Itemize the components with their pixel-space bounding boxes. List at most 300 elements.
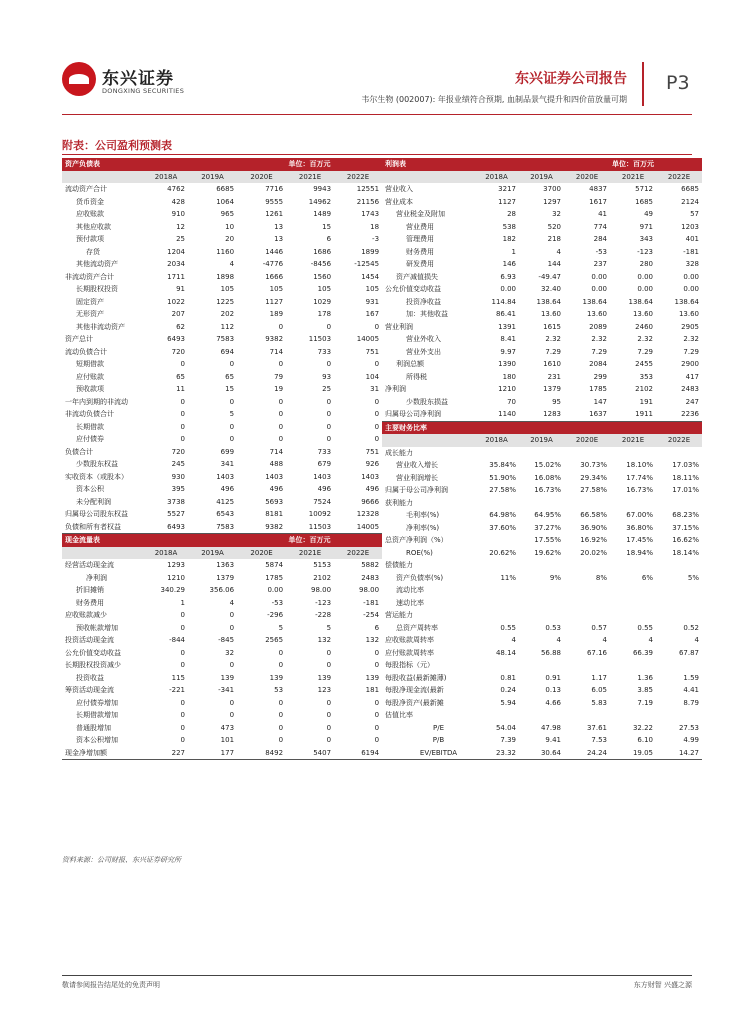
cashflow-row-label: 资本公积增加 — [76, 736, 118, 745]
income-row-value: 138.64 — [582, 297, 607, 306]
balance-row-value: 1403 — [216, 472, 235, 481]
income-row-value: 180 — [502, 372, 516, 381]
balance-row-value: 9555 — [265, 197, 284, 206]
cashflow-row-value: 0 — [180, 611, 185, 620]
ratios-row — [382, 747, 702, 760]
ratios-row-value — [474, 597, 519, 610]
income-row-value: 1615 — [543, 322, 561, 331]
ratios-row-value: 0.13 — [545, 686, 561, 695]
balance-row-value: 0 — [326, 360, 332, 369]
income-row-value: 1203 — [681, 222, 699, 231]
balance-row-value: 1446 — [265, 247, 284, 256]
cashflow-row-label: 现金净增加额 — [62, 747, 144, 760]
balance-row-value: 11503 — [308, 335, 332, 344]
balance-row-label: 短期借款 — [76, 360, 104, 369]
balance-row-value: 0 — [180, 410, 185, 419]
page-header — [0, 0, 755, 120]
ratios-year: 2021E — [610, 434, 656, 447]
ratios-row-value: 4.41 — [683, 686, 699, 695]
ratios-row-value: 18.10% — [626, 461, 653, 470]
cashflow-row-value: 0 — [229, 623, 235, 632]
cashflow-row-value: 0 — [278, 698, 284, 707]
cashflow-row-value: 53 — [274, 686, 284, 695]
balance-years-row — [62, 171, 382, 184]
balance-row-value: 178 — [317, 310, 332, 319]
income-row-value: 32.40 — [540, 285, 561, 294]
ratios-row — [382, 734, 702, 747]
cashflow-row-value: -123 — [315, 598, 332, 607]
ratios-row-label: 营业收入增长 — [396, 461, 438, 470]
balance-row-value: 1204 — [167, 247, 185, 256]
ratios-row-label: 应收账款周转率 — [385, 636, 434, 645]
income-row-value: 5712 — [635, 185, 653, 194]
balance-row-value: 720 — [171, 347, 185, 356]
balance-row — [62, 196, 382, 209]
income-row-value: 8.41 — [500, 335, 516, 344]
cashflow-row-value: 1293 — [167, 561, 185, 570]
balance-row-label: 一年内到期的非流动 — [65, 397, 128, 406]
ratios-row-label: EV/EBITDA — [382, 747, 474, 760]
income-row-value: 0.00 — [637, 285, 653, 294]
ratios-row-value: 36.90% — [580, 523, 607, 532]
report-type: 东兴证券公司报告 — [515, 71, 627, 87]
balance-row-label: 未分配利润 — [76, 497, 111, 506]
cashflow-row-label: 应收账款减少 — [65, 611, 107, 620]
income-row-label: 资产减值损失 — [396, 272, 438, 281]
balance-row-value: 105 — [269, 285, 284, 294]
cashflow-row-value: 0 — [278, 648, 284, 657]
income-year: 2018A — [474, 171, 519, 184]
ratios-row-value: 27.53 — [678, 723, 699, 732]
income-year: 2020E — [564, 171, 610, 184]
income-row-value: 4837 — [589, 185, 607, 194]
income-row-value: 1 — [511, 247, 516, 256]
ratios-row-value: 51.90% — [489, 473, 516, 482]
cashflow-row-value: 356.06 — [209, 586, 235, 595]
ratios-row-label: 营业利润增长 — [396, 473, 438, 482]
ratios-row-value — [656, 597, 702, 610]
balance-row-value: 1454 — [361, 272, 380, 281]
ratios-row-value: 16.73% — [626, 486, 653, 495]
income-row — [382, 208, 702, 221]
balance-row-label: 存货 — [86, 247, 100, 256]
ratios-row-value: 18.11% — [672, 473, 699, 482]
balance-row-value: 13 — [274, 235, 284, 244]
balance-row-value: 5527 — [167, 510, 185, 519]
ratios-row-value: 17.45% — [626, 536, 653, 545]
ratios-row-value: 17.03% — [672, 461, 699, 470]
balance-row-value: 1022 — [167, 297, 185, 306]
balance-row-value: 7583 — [216, 335, 235, 344]
income-row — [382, 321, 702, 334]
balance-row-value: 3738 — [167, 497, 185, 506]
balance-row-value: 93 — [322, 372, 332, 381]
income-year-blank — [382, 171, 474, 184]
balance-row-value: 105 — [317, 285, 332, 294]
income-row-value: 2084 — [589, 360, 607, 369]
balance-row-value: 1225 — [216, 297, 235, 306]
ratios-row-value: 37.27% — [534, 523, 561, 532]
cashflow-row-label: 财务费用 — [76, 598, 104, 607]
balance-row-label: 其他非流动资产 — [76, 322, 125, 331]
ratios-row-label: 获利能力 — [385, 498, 413, 507]
ratios-row-value: 5% — [687, 573, 699, 582]
ratios-row-value: 16.73% — [534, 486, 561, 495]
ratios-row-label: 归属于母公司净利润 — [385, 486, 448, 495]
income-row — [382, 408, 702, 421]
income-row-value: 114.84 — [491, 297, 516, 306]
balance-row-value: 6493 — [144, 521, 188, 534]
income-row-label: 利润总额 — [396, 360, 424, 369]
balance-row — [62, 321, 382, 334]
balance-row-value: 1261 — [265, 210, 284, 219]
balance-row-value: 910 — [171, 210, 185, 219]
cashflow-row-value: 1210 — [167, 573, 185, 582]
income-row-value: -123 — [637, 247, 653, 256]
cashflow-row-value: 2102 — [313, 573, 332, 582]
income-row-value: 1911 — [610, 408, 656, 421]
income-row-label: 营业税金及附加 — [396, 210, 445, 219]
ratios-row-value: 17.01% — [672, 486, 699, 495]
cashflow-row-label: 投资活动现金流 — [65, 636, 114, 645]
ratios-row-value: 30.73% — [580, 461, 607, 470]
cashflow-row-value: 139 — [365, 673, 380, 682]
ratios-row-value: 64.95% — [534, 511, 561, 520]
logo-mark-icon — [62, 62, 96, 96]
balance-row-value: 9382 — [265, 335, 284, 344]
ratios-row-value: 4.99 — [683, 736, 699, 745]
income-row-value: 280 — [639, 260, 653, 269]
ratios-row-value — [656, 447, 702, 460]
balance-row-value: 0 — [374, 360, 380, 369]
balance-row-value: 25 — [322, 385, 332, 394]
income-row-label: 管理费用 — [406, 235, 434, 244]
income-row-value: 0.00 — [591, 285, 607, 294]
cashflow-row-value: 0 — [180, 711, 185, 720]
ratios-row-value — [564, 559, 610, 572]
balance-row-value: 245 — [171, 460, 185, 469]
income-row-value: 247 — [685, 397, 699, 406]
ratios-row-value: 5.83 — [591, 698, 607, 707]
balance-row-label: 负债合计 — [65, 447, 93, 456]
balance-row-value: 4125 — [216, 497, 235, 506]
balance-row-value: 0 — [374, 322, 380, 331]
ratios-row — [382, 572, 702, 585]
ratios-row-value — [519, 659, 564, 672]
income-row-value: 3217 — [498, 185, 516, 194]
balance-row-value: 926 — [365, 460, 380, 469]
balance-year-blank — [62, 171, 144, 184]
ratios-row-label: 速动比率 — [396, 598, 424, 607]
ratios-row-value — [656, 497, 702, 510]
ratios-row-value — [474, 609, 519, 622]
ratios-row-value: 29.34% — [580, 473, 607, 482]
income-row-label: 少数股东损益 — [406, 397, 448, 406]
ratios-row-value — [474, 659, 519, 672]
ratios-row-value — [610, 559, 656, 572]
ratios-row-value: 9% — [549, 573, 561, 582]
balance-row-value: 1403 — [313, 472, 332, 481]
ratios-year: 2019A — [519, 434, 564, 447]
balance-row-value: 13 — [274, 222, 284, 231]
ratios-row — [382, 709, 702, 722]
balance-row — [62, 258, 382, 271]
balance-row-label: 货币资金 — [76, 197, 104, 206]
balance-row-value: 189 — [269, 310, 284, 319]
balance-row-value: 20 — [225, 235, 235, 244]
balance-row-value: 1711 — [167, 272, 185, 281]
balance-row-value: 1489 — [313, 210, 332, 219]
report-subtitle: 韦尔生物 (002007): 年报业绩符合预期, 血制品景气提升和四价苗放量可期 — [361, 95, 627, 104]
balance-row-value: 0 — [374, 435, 380, 444]
balance-row-value: 0 — [229, 435, 235, 444]
ratios-row-value — [564, 709, 610, 722]
cashflow-row-value: 1785 — [265, 573, 284, 582]
balance-row-label: 实收资本（或股本） — [65, 472, 128, 481]
ratios-row-value: 5.94 — [500, 698, 516, 707]
balance-row-value: 931 — [365, 297, 380, 306]
income-row-value: 0.00 — [683, 285, 699, 294]
cashflow-row-value: 0 — [326, 661, 332, 670]
income-row — [382, 346, 702, 359]
balance-row-value: 11 — [176, 385, 185, 394]
cashflow-row-value: 340.29 — [160, 586, 185, 595]
income-row-value: 6.93 — [500, 272, 516, 281]
cashflow-row-label: 普通股增加 — [76, 723, 111, 732]
ratios-row-value: 11% — [500, 573, 516, 582]
balance-row — [62, 371, 382, 384]
ratios-row — [382, 722, 702, 735]
ratios-row — [382, 497, 702, 510]
ratios-year: 2018A — [474, 434, 519, 447]
cashflow-year-blank — [62, 547, 144, 560]
balance-row-value: 496 — [220, 485, 235, 494]
balance-row — [62, 458, 382, 471]
balance-year: 2020E — [237, 171, 286, 184]
ratios-row-value — [519, 497, 564, 510]
balance-row-value: 496 — [269, 485, 284, 494]
balance-row-value: 104 — [365, 372, 380, 381]
ratios-row-value: 9.41 — [545, 736, 561, 745]
income-row-value: 2124 — [681, 197, 699, 206]
ratios-row-value: 0.57 — [591, 623, 607, 632]
ratios-row-value: 27.58% — [489, 486, 516, 495]
cashflow-row-value: 2483 — [361, 573, 380, 582]
ratios-row-value — [610, 709, 656, 722]
cashflow-row-value: 0 — [278, 723, 284, 732]
cashflow-row-value: 0 — [326, 711, 332, 720]
balance-row-label: 资产总计 — [65, 335, 93, 344]
ratios-row-value: 35.84% — [489, 461, 516, 470]
ratios-row-label: P/B — [432, 736, 445, 745]
balance-row-value: 5693 — [265, 497, 284, 506]
balance-row-value: 4762 — [167, 185, 185, 194]
income-row-value: 2905 — [681, 322, 699, 331]
balance-row-value: 0 — [326, 410, 332, 419]
ratios-row — [382, 634, 702, 647]
ratios-row-value — [564, 584, 610, 597]
income-row-value: 2900 — [681, 360, 699, 369]
ratios-row-value: 7.39 — [500, 736, 516, 745]
balance-row — [62, 421, 382, 434]
income-row-value: -181 — [683, 247, 699, 256]
cashflow-row-value: 98.00 — [358, 586, 380, 595]
cashflow-row-value: 139 — [269, 673, 284, 682]
balance-row-value: 0 — [278, 422, 284, 431]
ratios-row-value — [519, 559, 564, 572]
income-row-value: 13.60 — [678, 310, 699, 319]
income-row-value: 182 — [502, 235, 516, 244]
balance-row-value: 14005 — [356, 335, 380, 344]
balance-row-value: 0 — [180, 360, 185, 369]
income-row-value: 1610 — [543, 360, 561, 369]
cashflow-row-value: 5874 — [265, 561, 284, 570]
income-row — [382, 296, 702, 309]
ratios-row-value — [610, 447, 656, 460]
balance-row — [62, 233, 382, 246]
cashflow-row-label: 应付债券增加 — [76, 698, 118, 707]
income-row-value: 1617 — [589, 197, 607, 206]
cashflow-row-value: 8492 — [237, 747, 286, 760]
income-row-label: 营业成本 — [385, 197, 413, 206]
cashflow-row-value: 0.00 — [267, 586, 284, 595]
income-row-value: 49 — [644, 210, 653, 219]
income-row-value: 2460 — [635, 322, 653, 331]
cashflow-row-value: 177 — [188, 747, 237, 760]
income-row — [382, 271, 702, 284]
ratios-row-value: 0.52 — [683, 623, 699, 632]
ratios-row-value — [610, 497, 656, 510]
ratios-row-value: 4.66 — [545, 698, 561, 707]
cashflow-year: 2021E — [286, 547, 334, 560]
income-row-label: 投资净收益 — [406, 297, 441, 306]
balance-row — [62, 433, 382, 446]
ratios-row-value — [519, 609, 564, 622]
income-row-label: 归属母公司净利润 — [382, 408, 474, 421]
income-row-value: 2483 — [681, 385, 699, 394]
balance-row — [62, 358, 382, 371]
cashflow-row-value: 0 — [229, 661, 235, 670]
income-row — [382, 333, 702, 346]
ratios-row-value: 16.08% — [534, 473, 561, 482]
income-row-value: 353 — [639, 372, 653, 381]
balance-row-label: 其他流动资产 — [76, 260, 118, 269]
balance-row-value: 12 — [176, 222, 185, 231]
balance-row-value: 31 — [370, 385, 380, 394]
ratios-row-value — [564, 609, 610, 622]
ratios-row — [382, 447, 702, 460]
ratios-row-value: 19.05 — [610, 747, 656, 760]
balance-row-value: 0 — [278, 322, 284, 331]
income-row-value: 1685 — [635, 197, 653, 206]
income-row-value: -53 — [595, 247, 607, 256]
balance-row — [62, 471, 382, 484]
cashflow-row-value: 473 — [220, 723, 235, 732]
ratios-row-label: 资产负债率(%) — [396, 573, 444, 582]
balance-row — [62, 283, 382, 296]
balance-row-value: 0 — [180, 422, 185, 431]
ratios-row-value: 1.36 — [637, 673, 653, 682]
ratios-row-label: 成长能力 — [385, 448, 413, 457]
income-row-value: 1785 — [589, 385, 607, 394]
ratios-row — [382, 509, 702, 522]
balance-row-value: 1899 — [361, 247, 380, 256]
ratios-row-value: 8% — [595, 573, 607, 582]
cashflow-row-value: 132 — [317, 636, 332, 645]
cashflow-row-value: 0 — [278, 711, 284, 720]
balance-row-value: 428 — [171, 197, 185, 206]
cashflow-row-value: 0 — [374, 723, 380, 732]
ratios-row-value: 19.62% — [534, 548, 561, 557]
balance-row-value: 733 — [317, 347, 332, 356]
balance-row-value: 25 — [176, 235, 185, 244]
income-row — [382, 183, 702, 196]
cashflow-row — [62, 672, 382, 685]
income-row-value: 144 — [547, 260, 561, 269]
page-number: P3 — [666, 72, 690, 94]
balance-row-value: 0 — [229, 397, 235, 406]
cashflow-row — [62, 559, 382, 572]
ratios-row-value: 27.58% — [580, 486, 607, 495]
cashflow-row-value: 227 — [144, 747, 188, 760]
income-row-value: 13.60 — [586, 310, 607, 319]
balance-row-value: 733 — [317, 447, 332, 456]
income-row — [382, 221, 702, 234]
ratios-years-row — [382, 434, 702, 447]
ratios-row-value: 6.10 — [637, 736, 653, 745]
balance-row-label: 流动负债合计 — [65, 347, 107, 356]
disclaimer-text: 敬请参阅报告结尾处的免责声明 — [62, 981, 160, 989]
ratios-title: 主要财务比率 — [382, 421, 702, 434]
cashflow-row — [62, 709, 382, 722]
ratios-row-value: 47.98 — [540, 723, 561, 732]
balance-row-label: 负债和所有者权益 — [62, 521, 144, 534]
income-years-row — [382, 171, 702, 184]
ratios-row-value: 8.79 — [683, 698, 699, 707]
income-header-row — [382, 158, 702, 171]
ratios-row-label: 净利率(%) — [406, 523, 440, 532]
ratios-row-value: 0.55 — [637, 623, 653, 632]
balance-row-value: 0 — [374, 422, 380, 431]
balance-row — [62, 446, 382, 459]
ratios-row-label: 每股净资产(最新摊 — [385, 698, 444, 707]
cashflow-row-value: 0 — [326, 736, 332, 745]
section-rule — [62, 154, 692, 155]
cashflow-header-row — [62, 534, 382, 547]
cashflow-row-value: 0 — [180, 661, 185, 670]
income-row — [382, 283, 702, 296]
balance-row — [62, 246, 382, 259]
balance-row-value: 5 — [229, 410, 235, 419]
cashflow-row-value: 0 — [180, 623, 185, 632]
income-year: 2022E — [656, 171, 702, 184]
balance-row — [62, 333, 382, 346]
cashflow-row-value: 0 — [229, 611, 235, 620]
ratios-row-value — [564, 447, 610, 460]
cashflow-row — [62, 647, 382, 660]
cashflow-row-value: 98.00 — [310, 586, 332, 595]
balance-row-value: 14005 — [334, 521, 382, 534]
income-row-value: 231 — [547, 372, 561, 381]
cashflow-row-value: 132 — [365, 636, 380, 645]
ratios-row-label: 每股净现金流(最新 — [385, 686, 444, 695]
ratios-row-value — [610, 597, 656, 610]
ratios-row-value — [656, 584, 702, 597]
balance-row-value: 496 — [365, 485, 380, 494]
ratios-header-row — [382, 421, 702, 434]
balance-row-value: 18 — [370, 222, 380, 231]
ratios-row-value — [474, 559, 519, 572]
